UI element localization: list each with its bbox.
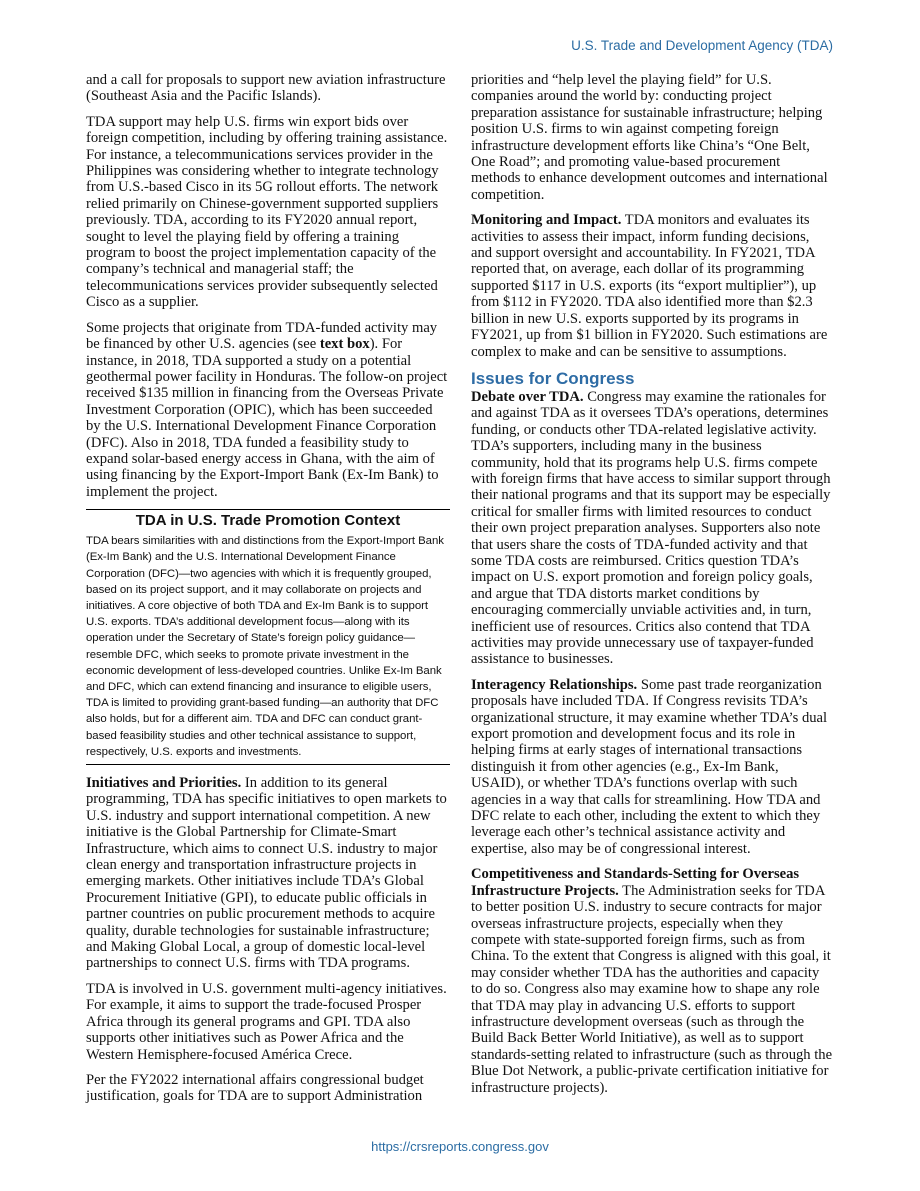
text-box-title: TDA in U.S. Trade Promotion Context: [135, 512, 401, 530]
paragraph-heading: Initiatives and Priorities.: [86, 775, 242, 791]
text-box-body: TDA bears similarities with and distinctions from the Export-Import Bank (Ex-Im Bank) and the U.S. International Development Finance Corporation (DFC)—two agencies with which it is frequently grouped, based on its project support, and it may collaborate on projects and initiatives. A core objective of both TDA and Ex-Im Bank is to support U.S. exports. TDA’s additional development focus—along with its operation under the Secretary of State’s foreign policy guidance—resemble DFC, which seeks to promote private investment in the economic development of less-developed countries. Unlike Ex-Im Bank and DFC, which can extend financing and insurance to eligible users, TDA is limited to providing grant-based funding—an authority that DFC also holds, but for a different aim. TDA and DFC can conduct grant-based feasibility studies and other technical assistance to support, respectively, U.S. exports and investments.: [86, 535, 444, 758]
paragraph-text: TDA monitors and evaluates its activities to assess their impact, inform funding decisions, and support oversight and accountability. In FY2021, TDA reported that, on average, each dollar of its programming supported $117 in U.S. exports (its “export multiplier”), up from $112 in FY2020. TDA also identified more than $2.3 billion in new U.S. exports supported by its programs in FY2021, up from $1 billion in FY2020. Such estimations are complex to make and can be sensitive to assumptions.: [471, 212, 828, 360]
paragraph-competitiveness: [471, 866, 833, 1096]
paragraph-monitoring-impact: [471, 212, 833, 360]
paragraph-training-assistance: TDA support may help U.S. firms win export bids over foreign competition, including by offering training assistance. For instance, a telecommunications services provider in the Philippines was considering whether to integrate technology from U.S.-based Cisco in its 5G rollout efforts. The network relied primarily on Chinese-government supported suppliers previously. TDA, according to its FY2020 annual report, sought to level the playing field by offering a training program to boost the project implementation capacity of the company’s technical and managerial staff; the telecommunications services provider subsequently selected Cisco as a supplier.: [86, 113, 448, 311]
running-header: U.S. Trade and Development Agency (TDA): [571, 38, 833, 53]
paragraph-text: In addition to its general programming, TDA has specific initiatives to open markets to U.S. industry and support international competition. A new initiative is the Global Partnership for Climate-Smart Infrastructure, which aims to connect U.S. industry to major clean energy and transportation infrastructure projects in emerging markets. Other initiatives include TDA’s Global Procurement Initiative (GPI), to educate public officials in partner countries on public procurement methods to acquire quality, durable technologies for sustainable infrastructure; and Making Global Local, a group of domestic local-level partnerships to connect U.S. firms with TDA programs.: [86, 775, 447, 972]
paragraph-priorities-continuation: priorities and “help level the playing field” for U.S. companies around the world by: conducting project preparation assistance for sustainable infrastructure; helping position U.S. firms to win against competing foreign infrastructure development efforts like China’s “One Belt, One Road”; and promoting value-based procurement methods to enhance development outcomes and international competition.: [471, 72, 828, 203]
paragraph-financing-other-agencies: [86, 320, 450, 500]
right-column: [471, 72, 833, 1105]
paragraph-debate: [471, 389, 833, 668]
paragraph-heading: Debate over TDA.: [471, 388, 584, 405]
paragraph-heading: Interagency Relationships.: [471, 676, 638, 693]
paragraph-aviation-continuation: and a call for proposals to support new aviation infrastructure (Southeast Asia and the Pacific Islands).: [86, 72, 446, 105]
paragraph-text: Congress may examine the rationales for and against TDA as it oversees TDA’s operations, determines funding, or conducts other TDA-related legislative activity. TDA’s supporters, including many in the business community, hold that its programs help U.S. firms compete with foreign firms that have access to similar support through their national programs and that its support may be especially critical for smaller firms with limited resources to conduct their own project preparation analyses. Supporters also note that users share the costs of TDA-funded activity and that some TDA costs are reimbursed. Critics question TDA’s impact on U.S. export promotion and foreign policy goals, and argue that TDA distorts market conditions by encouraging commercially unviable activities and, in turn, inefficient use of resources. Critics also contend that TDA activities may provide unnecessary use of taxpayer-funded assistance to businesses.: [471, 388, 831, 668]
text-box-reference: text box: [319, 336, 370, 353]
left-column: [86, 72, 450, 1114]
paragraph-interagency: [471, 677, 833, 857]
text-box-trade-promotion-context: [86, 509, 450, 765]
paragraph-budget-justification: Per the FY2022 international affairs congressional budget justification, goals for TDA are to support Administration: [86, 1071, 424, 1105]
paragraph-heading: Competitiveness and Standards-Setting for Overseas Infrastructure Projects.: [471, 866, 800, 899]
section-heading-issues: Issues for Congress: [471, 368, 635, 388]
paragraph-initiatives-priorities: [86, 775, 450, 972]
paragraph-heading: Monitoring and Impact.: [471, 212, 622, 229]
paragraph-text: ). For instance, in 2018, TDA supported a study on a potential geothermal power facility in Honduras. The follow-on project received $135 million in financing from the Overseas Private Investment Corporation (OPIC), which has been succeeded by the U.S. International Development Finance Corporation (DFC). Also in 2018, TDA funded a feasibility study to expand solar-based energy access in Ghana, with the aim of using financing by the Export-Import Bank (Ex-Im Bank) to implement the project.: [86, 336, 448, 500]
footer-url[interactable]: https://crsreports.congress.gov: [371, 1139, 549, 1154]
paragraph-text: The Administration seeks for TDA to better position U.S. industry to secure contracts for major overseas infrastructure projects, especially when they compete with state-supported foreign firms, such as from China. To the extent that Congress is aligned with this goal, it may consider whether TDA has the authorities and capacity to do so. Congress also may examine how to shape any role that TDA may play in advancing U.S. efforts to support infrastructure development overseas (such as through the Build Back Better World Initiative), as well as to support standards-setting related to infrastructure (such as through the Blue Dot Network, a public-private certification initiative for infrastructure projects).: [471, 882, 833, 1096]
paragraph-multi-agency: TDA is involved in U.S. government multi-agency initiatives. For example, it aims to support the trade-focused Prosper Africa through its general programs and GPI. TDA also supports other initiatives such as Power Africa and the Western Hemisphere-focused América Crece.: [86, 980, 447, 1063]
paragraph-text: Some past trade reorganization proposals have included TDA. If Congress revisits TDA’s organizational structure, it may examine whether TDA’s dual export promotion and development focus and its role in helping firms at early stages of international transactions distinguish it from other agencies (e.g., Ex-Im Bank, USAID), or whether TDA’s functions overlap with such agencies in a way that calls for streamlining. How TDA and DFC relate to each other, including the extent to which they leverage each other’s technical assistance activity and expertise, also may be of congressional interest.: [471, 676, 828, 857]
paragraph-text: Some projects that originate from TDA-funded activity may be financed by other U.S. agencies (see: [86, 319, 438, 353]
